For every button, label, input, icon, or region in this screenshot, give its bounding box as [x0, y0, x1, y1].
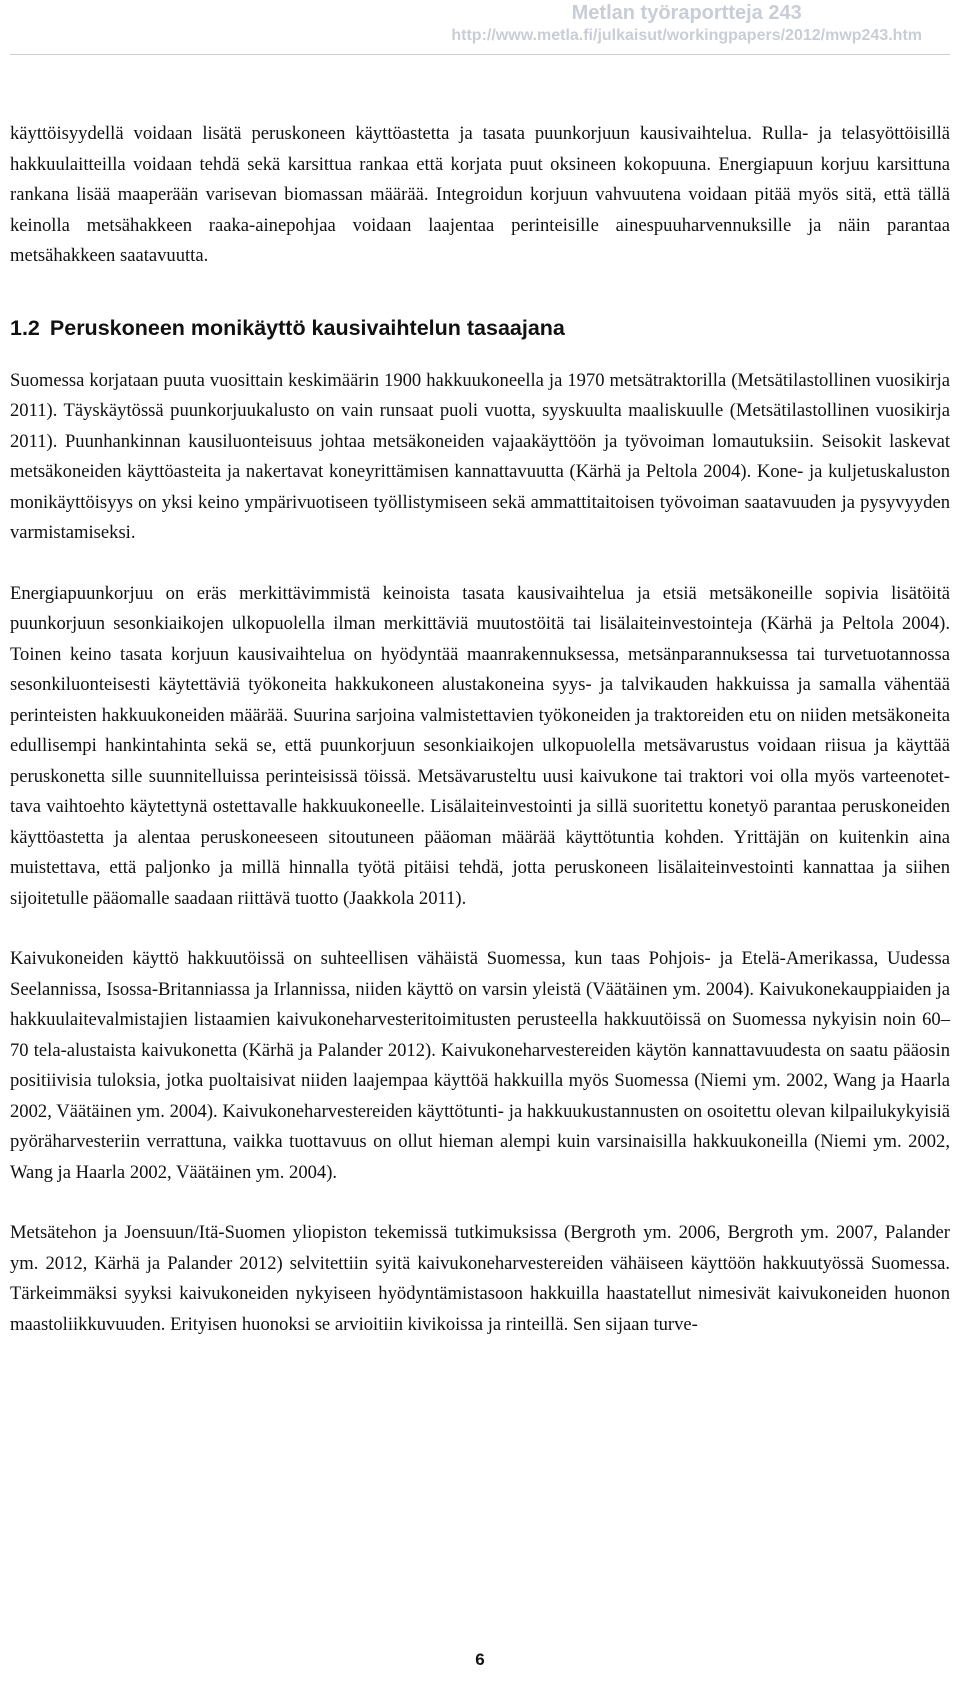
section-number: 1.2 [10, 315, 40, 340]
page-body [10, 119, 950, 1340]
section-title: Peruskoneen monikäyttö kausivaihtelun tasaajana [49, 315, 565, 340]
publication-url[interactable]: http://www.metla.fi/julkaisut/workingpapers/2012/mwp243.htm [451, 27, 922, 44]
section-heading [10, 313, 950, 343]
series-title: Metlan työraportteja 243 [571, 2, 802, 24]
paragraph-3: Energiapuunkorjuu on eräs merkittävimmistä keinoista tasata kausivaihtelua ja etsiä metsäkoneille sopivia lisätöitä puunkorjuun sesonkiaikojen ulkopuolella ilman merkittäviä muutostöitä tai lisälaiteinvestointeja (Kärhä ja Peltola 2004). Toinen keino tasata korjuun kausivaihtelua on hyödyntää maanrakennuksessa, metsänparannuksessa tai turvetuotannossa sesonkiluonteisesti käytettäviä työkoneita hakkukoneen alustakoneina syys- ja talvikauden hakkuissa ja samalla vähentää perinteisten hakkuukoneiden määrää. Suurina sarjoina valmistettavien työkoneiden ja traktoreiden etu on niiden metsäkoneita edullisempi hankintahinta sekä se, että puunkorjuun sesonkiaikojen ulkopuolella metsävarustus voidaan riisua ja käyttää peruskonetta sille suunnitelluissa perinteisissä töissä. Metsävarusteltu uusi kaivukone tai traktori voi olla myös varteenotettava vaihtoehto käytettynä ostettavalle hakkuukoneelle. Lisälaiteinvestointi ja sillä suoritettu konetyö parantaa peruskoneiden käyttöastetta ja alentaa peruskoneeseen sitoutuneen pääoman määrää käyttötuntia kohden. Yrittäjän on kuitenkin aina muistettava, että paljonko ja millä hinnalla työtä pitäisi tehdä, jotta peruskoneen lisälaiteinvestointi kannattaa ja siihen sijoitetulle pääomalle saadaan riittävä tuotto (Jaakkola 2011). [10, 582, 950, 909]
paragraph-1: käyttöisyydellä voidaan lisätä peruskoneen käyttöastetta ja tasata puunkorjuun kausivaihtelua. Rulla- ja telasyöttöisillä hakkuulaitteilla voidaan tehdä sekä karsittua rankaa että korjata puut oksineen kokopuuna. Energiapuun korjuu karsittuna rankana lisää maaperään varisevan biomassan määrää. Integroidun korjuun vahvuutena voidaan pitää myös sitä, että tällä keinolla metsähakkeen raaka-ainepohjaa voidaan laajentaa perinteisille ainespuuharvennuksille ja näin parantaa metsähakkeen saatavuutta. [10, 123, 950, 266]
paragraph-5: Metsätehon ja Joensuun/Itä-Suomen yliopiston tekemissä tutkimuksissa (Bergroth ym. 2006, Bergroth ym. 2007, Palander ym. 2012, Kärhä ja Palander 2012) selvitettiin syitä kaivukoneharvestereiden vähäiseen käyttöön hakkuutyössä Suomessa. Tärkeimmäksi syyksi kaivukoneiden nykyiseen hyödyntämistasoon hakkuilla haastatellut nimesivät kaivukoneiden huonon maastoliikkuvuuden. Erityisen huonoksi se arvioitiin kivikoissa ja rinteillä. Sen sijaan turve- [10, 1222, 950, 1335]
page-number: 6 [475, 1650, 485, 1669]
running-header [451, 0, 922, 47]
header-divider [10, 54, 950, 55]
paragraph-4: Kaivukoneiden käyttö hakkuutöissä on suhteellisen vähäistä Suomessa, kun taas Pohjois- ja Etelä-Amerikassa, Uudessa Seelannissa, Isossa-Britanniassa ja Irlannissa, niiden käyttö on varsin yleistä (Väätäinen ym. 2004). Kaivukonekauppiaiden ja hakkuulaitevalmistajien listaamien kaivukoneharvesteritoimitusten perusteella hakkuutöissä on Suomessa nykyisin noin 60–70 tela-alustaista kaivukonetta (Kärhä ja Palander 2012). Kaivukoneharvestereiden käytön kannattavuudesta on saatu pääosin positiivisia tuloksia, jotka puoltaisivat niiden laajempaa käyttöä hakkuilla myös Suomessa (Niemi ym. 2002, Wang ja Haarla 2002, Väätäinen ym. 2004). Kaivukoneharvestereiden käyttötunti- ja hakkuukustannusten on osoitettu olevan kilpailukykyisiä pyöräharvesteriin verrattuna, vaikka tuottavuus on ollut hieman alempi kuin varsinaisilla hakkuukoneilla (Niemi ym. 2002, Wang ja Haarla 2002, Väätäinen ym. 2004). [10, 948, 950, 1183]
paragraph-2: Suomessa korjataan puuta vuosittain keskimäärin 1900 hakkuukoneella ja 1970 metsätraktorilla (Metsätilastollinen vuosikirja 2011). Täyskäytössä puunkorjuukalusto on vain runsaat puoli vuotta, syyskuulta maaliskuulle (Metsätilastollinen vuosikirja 2011). Puunhankinnan kausiluonteisuus johtaa metsäkoneiden vajaakäyttöön ja työvoiman lomautuksiin. Seisokit laskevat metsäkoneiden käyttöasteita ja nakertavat koneyrittämisen kannattavuutta (Kärhä ja Peltola 2004). Kone- ja kuljetuskaluston monikäyttöisyys on yksi keino ympärivuotiseen työllistymiseen sekä ammattitaitoisen työvoiman saatavuuden ja pysyvyyden varmistamiseksi. [10, 369, 950, 543]
